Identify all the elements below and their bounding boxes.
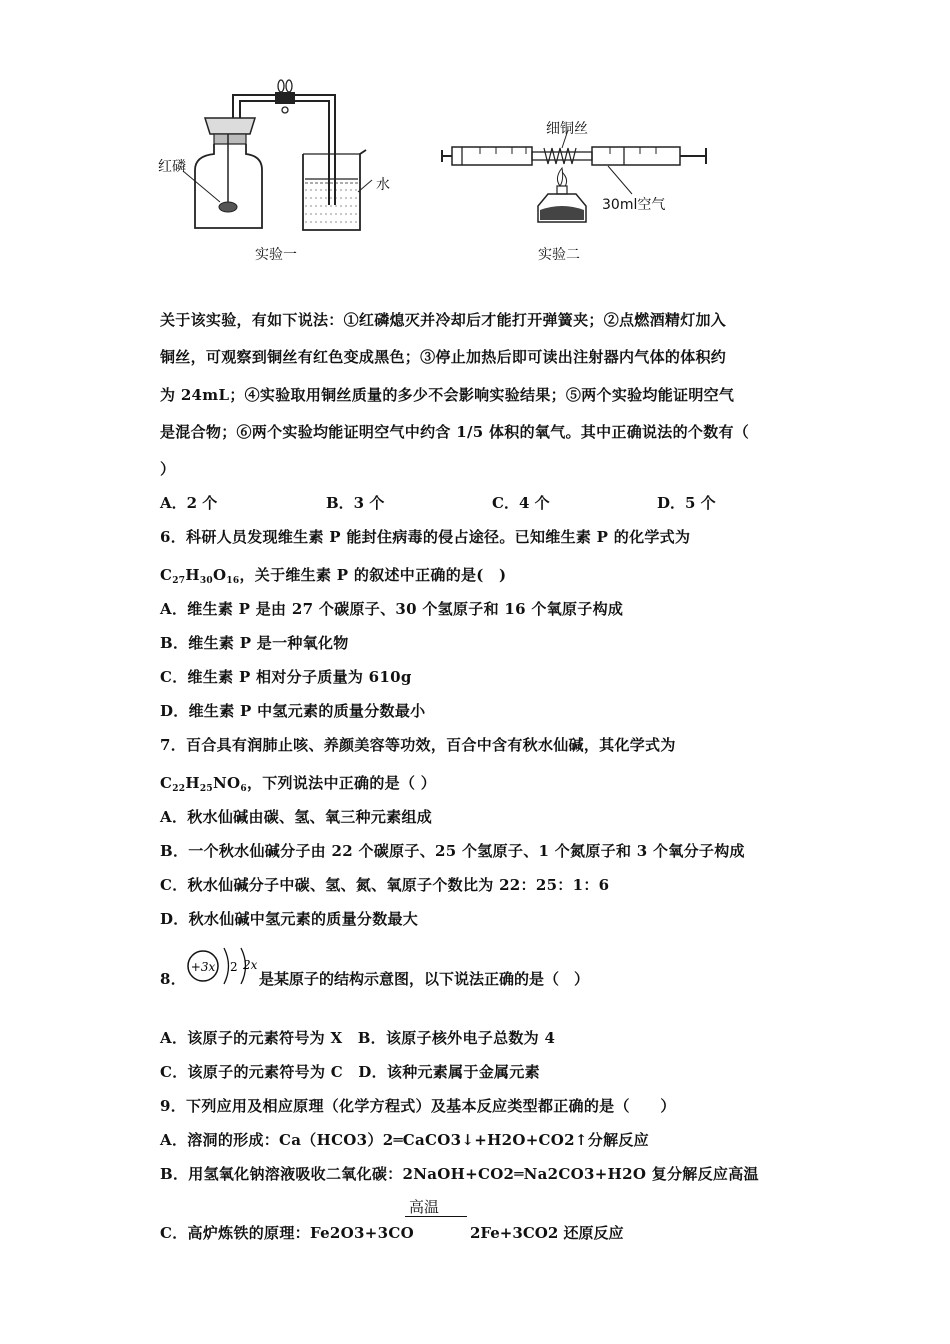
q9-stem: 9．下列应用及相应原理（化学方程式）及基本反应类型都正确的是（ ） xyxy=(160,1097,676,1115)
experiment-two-caption: 实验二 xyxy=(538,247,580,263)
q5-text-line-1: 关于该实验，有如下说法：①红磷熄灭并冷却后才能打开弹簧夹；②点燃酒精灯加入 xyxy=(160,311,727,329)
copper-wire-label: 细铜丝 xyxy=(546,121,588,137)
atom-shell-1-count: 2 xyxy=(230,960,238,974)
air-volume-label: 30ml空气 xyxy=(602,197,666,213)
q6-formula: $C_{27}H_{30}O_{16}$ xyxy=(160,566,240,586)
q8-stem: 是某原子的结构示意图，以下说法正确的是（ ） xyxy=(259,970,590,988)
q6-stem-line-2: $C_{27}H_{30}O_{16}$，关于维生素 P 的叙述中正确的是( ) xyxy=(160,566,507,586)
atom-nucleus-charge: +3x xyxy=(190,960,216,974)
q9-option-a[interactable]: A．溶洞的形成：Ca（HCO3）2═CaCO3↓+H2O+CO2↑分解反应 xyxy=(160,1131,649,1149)
experiment-one-caption: 实验一 xyxy=(255,247,297,263)
q9-option-b[interactable]: B．用氢氧化钠溶液吸收二氧化碳：2NaOH+CO2═Na2CO3+H2O 复分解反应高温 xyxy=(160,1165,759,1183)
q8-number: 8． xyxy=(160,970,187,988)
reaction-condition-line xyxy=(405,1216,467,1217)
q5-option-b[interactable]: B．3 个 xyxy=(326,494,385,512)
q5-text-line-5: ） xyxy=(160,460,176,478)
q9-option-c-left[interactable]: C．高炉炼铁的原理：Fe2O3+3CO xyxy=(160,1224,414,1242)
q5-option-d[interactable]: D．5 个 xyxy=(657,494,716,512)
q7-stem-line-2: $C_{22}H_{25}NO_6$，下列说法中正确的是（ ） xyxy=(160,774,437,794)
q8-options-line-1[interactable]: A．该原子的元素符号为 X B．该原子核外电子总数为 4 xyxy=(160,1029,556,1047)
q5-text-line-4: 是混合物；⑥两个实验均能证明空气中约含 1/5 体积的氧气。其中正确说法的个数有（ xyxy=(160,423,750,441)
q6-option-d[interactable]: D．维生素 P 中氢元素的质量分数最小 xyxy=(160,702,426,720)
q7-option-a[interactable]: A．秋水仙碱由碳、氢、氧三种元素组成 xyxy=(160,808,433,826)
reaction-condition-high-temp: 高温 xyxy=(409,1198,440,1216)
q6-option-c[interactable]: C．维生素 P 相对分子质量为 610g xyxy=(160,668,412,686)
q9-option-c-right[interactable]: 2Fe+3CO2 还原反应 xyxy=(470,1224,624,1242)
atom-shell-2-count: 2x xyxy=(243,958,258,972)
q6-option-a[interactable]: A．维生素 P 是由 27 个碳原子、30 个氢原子和 16 个氧原子构成 xyxy=(160,600,624,618)
atom-structure-diagram xyxy=(186,945,266,987)
q7-stem-line-1: 7．百合具有润肺止咳、养颜美容等功效，百合中含有秋水仙碱，其化学式为 xyxy=(160,736,676,754)
q5-option-a[interactable]: A．2 个 xyxy=(160,494,218,512)
q6-stem-line-1: 6．科研人员发现维生素 P 能封住病毒的侵占途径。已知维生素 P 的化学式为 xyxy=(160,528,691,546)
q6-option-b[interactable]: B．维生素 P 是一种氧化物 xyxy=(160,634,349,652)
q5-text-line-2: 铜丝，可观察到铜丝有红色变成黑色；③停止加热后即可读出注射器内气体的体积约 xyxy=(160,348,727,366)
q8-options-line-2[interactable]: C．该原子的元素符号为 C D．该种元素属于金属元素 xyxy=(160,1063,540,1081)
q7-option-b[interactable]: B．一个秋水仙碱分子由 22 个碳原子、25 个氢原子、1 个氮原子和 3 个氧分子构成 xyxy=(160,842,745,860)
q7-option-c[interactable]: C．秋水仙碱分子中碳、氢、氮、氧原子个数比为 22：25：1：6 xyxy=(160,876,610,894)
q7-option-d[interactable]: D．秋水仙碱中氢元素的质量分数最大 xyxy=(160,910,419,928)
water-label: 水 xyxy=(376,177,390,193)
experiment-one-figure xyxy=(150,70,390,270)
q5-text-line-3: 为 24mL；④实验取用铜丝质量的多少不会影响实验结果；⑤两个实验均能证明空气 xyxy=(160,386,735,404)
q7-formula: $C_{22}H_{25}NO_6$ xyxy=(160,774,247,794)
red-phosphorus-label: 红磷 xyxy=(158,159,186,175)
q5-option-c[interactable]: C．4 个 xyxy=(492,494,550,512)
